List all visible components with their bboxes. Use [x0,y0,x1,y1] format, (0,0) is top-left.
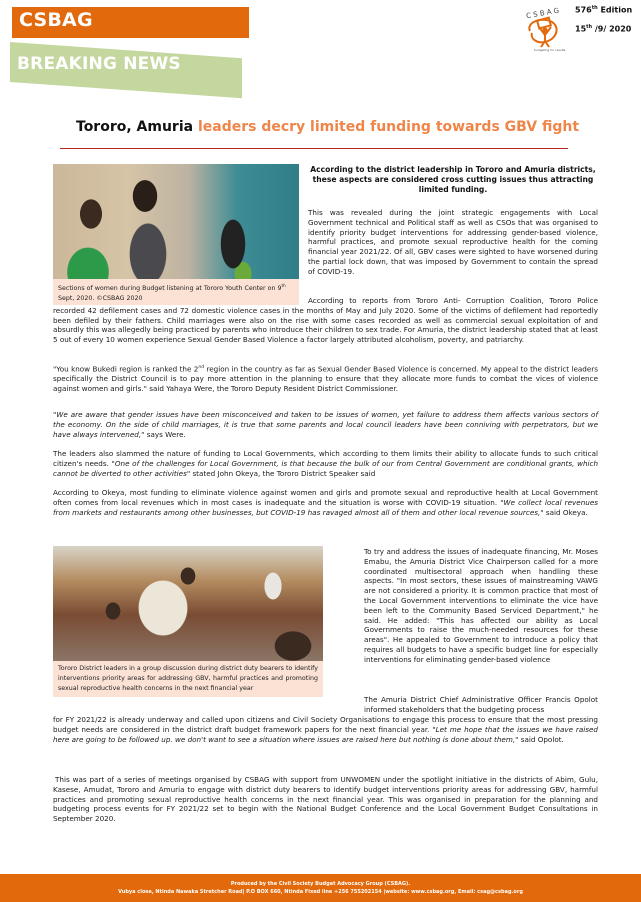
headline-divider [60,148,568,149]
brand-name: CSBAG [19,9,93,31]
date-rest: /9/ 2020 [592,24,632,34]
paragraph-7: To try and address the issues of inadequate financing, Mr. Moses Emabu, the Amuria District Vice Chairperson called for a more coordinated multisectoral approach when handling these aspects. "In most sectors, these issues of mainstreaming VAWG are not considered a priority. It is common practice that most of the Local Government interventions to eliminate the vice have been left to the Community Based Serviced Department," he said. He added: "This has affected our ability as Local Governments to raise the much-needed resources for these areas". He appealed to Government to introduce a policy that requires all budgets to have a specific budget line for especially interventions for eliminating gender-based violence [364,547,598,664]
issue-date [575,24,631,34]
paragraph-6-quote: "We collect local revenues from markets and restaurants among other businesses, but COVID-19 has ravaged almost all of them and other local revenue sources," [53,497,598,517]
paragraph-4 [53,410,598,439]
svg-text:C S B A G: C S B A G [525,6,560,21]
paragraph-6 [53,488,598,517]
edition-suffix: th [591,5,598,11]
paragraph-9: This was part of a series of meetings organised by CSBAG with support from UNWOMEN under the spotlight initiative in the districts of Abim, Gulu, Kasese, Amudat, Tororo and Amuria to engage with district duty bearers to identify budget interventions priority areas for addressing GBV, harmful practices and promoting sexual reproductive health concerns in the next financial year. This was organised in preparation for the planning and budgeting process events for FY 2021/22 set to begin with the National Budget Conference and the Local Government Budget Consultations in September 2020. [53,775,598,824]
paragraph-6-tail: said Okeya. [543,507,588,517]
paragraph-3-sup: nd [198,365,205,370]
paragraph-5-quote: One of the challenges for Local Government, is that because the bulk of our from Central Government are conditional grants, which cannot be diverted to other activities" [53,458,599,478]
caption-1-tail: Sept, 2020. ©CSBAG 2020 [58,295,143,303]
paragraph-8-side: The Amuria District Chief Administrative Officer Francis Opolot informed stakeholders that the budgeting process [364,695,598,714]
photo-caption-2: Tororo District leaders in a group discussion during district duty bearers to identify interventions priority areas for addressing GBV, harmful practices and promoting sexual reproductive health concerns in the next financial year [53,661,323,697]
photo-district-leaders-discussion [53,546,323,661]
paragraph-8 [53,715,598,744]
paragraph-1: This was revealed during the joint strategic engagements with Local Government technical and Political staff as well as CSOs that was organised to identify priority budget interventions for addressing gender-based violence, harmful practices, and promote sexual reproductive health for the coming financial year 2021/22. Of all, GBV cases were sighted to have worsened during the partial lock down, that was imposed by Government to contain the spread of COVID-19. [308,208,598,276]
article-standfirst: According to the district leadership in Tororo and Amuria districts, these aspects are considered cross cutting issues thus attracting limited funding. [310,165,596,194]
csbag-logo-icon [520,3,570,53]
paragraph-3 [53,363,598,394]
paragraph-5-text: The leaders also slammed the nature of funding to Local Governments, which according to them limits their ability to allocate funds to such critical citizen's needs. " [53,449,598,468]
headline-dark-part: Tororo, Amuria [76,119,194,135]
paragraph-3-tail: region in the country as far as Sexual Gender Based Violence is concerned. My appeal to the district leaders specifically the District Council is to pay more attention in the planning to ensure that they allocate more funds to combat the vices of violence against women and girls." said Yahaya Were, the Tororo Deputy Resident District Commissioner. [53,364,598,393]
article-headline [76,119,579,135]
paragraph-2: According to reports from Tororo Anti- Corruption Coalition, Tororo Police recorded 42 defilement cases and 72 domestic violence cases in the months of May and July 2020. Some of the victims of defilement had reportedly been defiled by their fathers. Child marriages were also on the rise with some cases recorded as well as commercial sexual exploitation of and absurdly this was allegedly being practiced by parents who introduce their children to sex trade. For Amuria, the district leadership stated that at least 5 out of every 10 women experience Sexual Gender Based Violence a factor largely attributed alcoholism, poverty, and patriarchy. [53,296,598,345]
edition-number [575,5,632,15]
paragraph-8-tail: said Opolot. [518,734,564,744]
headline-orange-part: leaders decry limited funding towards GBV fight [193,119,580,135]
caption-1-sup: th [281,283,286,288]
paragraph-5-tail: stated John Okeya, the Tororo District Speaker said [190,468,376,478]
svg-text:budgeting for results: budgeting for results [534,48,566,52]
breaking-news-banner [10,42,242,82]
edition-label: Edition [597,5,633,15]
brand-bar [12,7,249,38]
photo-women-budget-listening [53,164,299,279]
date-suffix: th [586,24,593,30]
footer-contact: Vubya close, Ntinda Nawaka Stretcher Road| P.O BOX 660, Ntinda Fixed line +256 755202154 |website: www.csbag.org, Email: csag@csbag.org [118,889,523,895]
paragraph-4-quote: "We are aware that gender issues have been misconceived and taken to be issues of women, yet failure to address them affects various sectors of the economy. On the side of child marriages, it is true that some parents and local council leaders have been conniving with perpetrators, but we have always intervened," [53,410,598,439]
paragraph-8-text: for FY 2021/22 is already underway and called upon citizens and Civil Society Organisations to engage this process to ensure that the most pressing budget needs are considered in the district draft budget framework papers for the next financial year. [53,715,598,734]
caption-1-text: Sections of women during Budget listening at Tororo Youth Center on 9 [58,285,282,293]
banner-label: BREAKING NEWS [17,54,181,74]
footer-producer: Produced by the Civil Society Budget Advocacy Group (CSBAG). [230,881,411,887]
date-day: 15 [575,24,587,34]
paragraph-6-text: According to Okeya, most funding to eliminate violence against women and girls and promote sexual and reproductive health at Local Government often comes from local revenues which in most cases is inadequate and the situation is worse with COVID-19 situation. [53,488,598,507]
paragraph-8-quote: "Let me hope that the issues we have raised here are going to be followed up. we don't want to see a situation where issues are raised here but nothing is done about them," [53,724,598,744]
footer [0,874,641,902]
paragraph-4-tail: says Were. [144,429,186,439]
paragraph-3-text: "You know Bukedi region is ranked the 2 [53,364,199,374]
paragraph-5 [53,449,598,478]
edition-value: 576 [575,5,592,15]
